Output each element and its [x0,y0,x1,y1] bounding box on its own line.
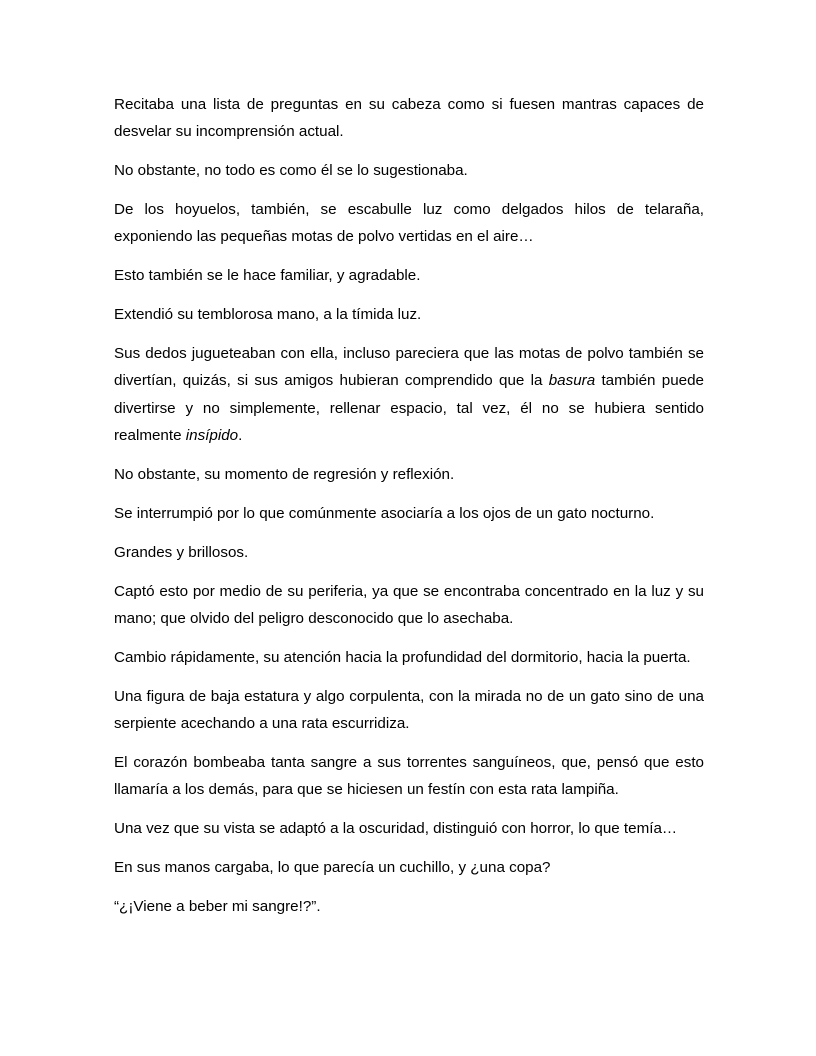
paragraph-text: Sus dedos jugueteaban con ella, incluso pareciera que las motas de polvo también se divertían, quizás, si sus amigos hubieran comprendido que la [114,345,704,390]
paragraph-text: también puede divertirse y no simplemente, rellenar espacio, tal vez, él no se hubiera sentido realmente [114,372,704,444]
paragraph: No obstante, su momento de regresión y reflexión. [114,465,455,483]
paragraph: “¿¡Viene a beber mi sangre!?”. [114,897,321,915]
paragraph: Esto también se le hace familiar, y agradable. [114,267,421,285]
paragraph: Una vez que su vista se adaptó a la oscuridad, distinguió con horror, lo que temía… [114,819,678,837]
paragraph: Una figura de baja estatura y algo corpulenta, con la mirada no de un gato sino de una serpiente acechando a una rata escurridiza. [114,687,704,732]
paragraph: Grandes y brillosos. [114,543,249,561]
paragraph: Extendió su temblorosa mano, a la tímida luz. [114,306,422,324]
paragraph: Cambio rápidamente, su atención hacia la profundidad del dormitorio, hacia la puerta. [114,648,691,666]
paragraph: Captó esto por medio de su periferia, ya que se encontraba concentrado en la luz y su mano; que olvido del peligro desconocido que lo asechaba. [114,582,704,627]
italic-word: insípido [185,426,239,444]
document-page [114,91,704,932]
paragraph: No obstante, no todo es como él se lo sugestionaba. [114,162,468,180]
paragraph: Recitaba una lista de preguntas en su cabeza como si fuesen mantras capaces de desvelar su incomprensión actual. [114,96,704,141]
paragraph-text: . [238,426,243,444]
paragraph: Se interrumpió por lo que comúnmente asociaría a los ojos de un gato nocturno. [114,504,655,522]
italic-word: basura [548,372,596,390]
paragraph: El corazón bombeaba tanta sangre a sus torrentes sanguíneos, que, pensó que esto llamaría a los demás, para que se hiciesen un festín con esta rata lampiña. [114,753,704,799]
paragraph-with-italics [114,340,704,449]
paragraph: En sus manos cargaba, lo que parecía un cuchillo, y ¿una copa? [114,858,551,876]
paragraph: De los hoyuelos, también, se escabulle luz como delgados hilos de telaraña, exponiendo las pequeñas motas de polvo vertidas en el aire… [114,201,704,246]
